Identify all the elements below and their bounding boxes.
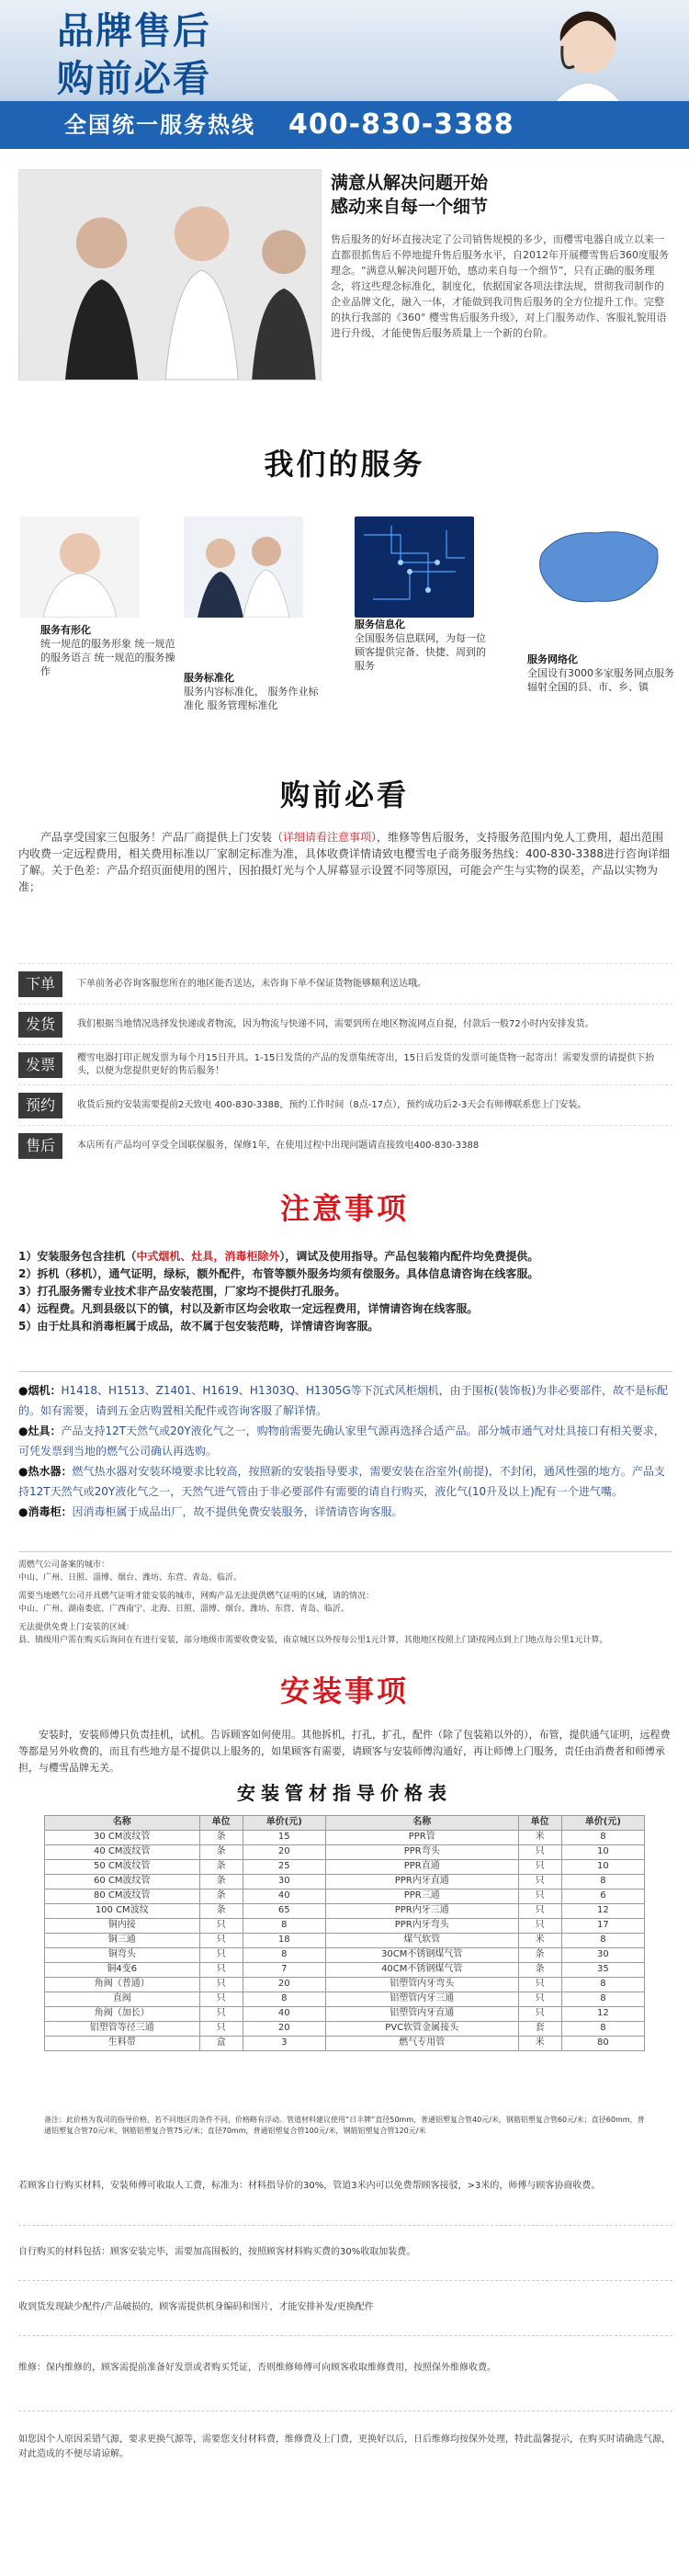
step-desc-order: 下单前务必咨询客服您所在的地区能否送达，未咨询下单不保证货物能够顺利送达哦。 bbox=[77, 978, 426, 989]
step-shipping bbox=[18, 1004, 672, 1044]
table-cell: 煤气软管 bbox=[325, 1934, 518, 1948]
service-standard-image bbox=[184, 516, 303, 618]
table-cell: 8 bbox=[561, 1978, 644, 1992]
hotline-label: 全国统一服务热线 bbox=[64, 111, 255, 138]
note-missing-parts: 收到货发现缺少配件/产品破损的，顾客需提供机身编码和图片，才能安排补发/更换配件 bbox=[18, 2302, 374, 2312]
header-banner bbox=[0, 0, 689, 149]
area-note-5: 无法提供免费上门安装的区域： bbox=[18, 1623, 135, 1632]
table-row bbox=[45, 1934, 645, 1948]
table-cell: 30 bbox=[561, 1948, 644, 1963]
table-row bbox=[45, 1948, 645, 1963]
price-table-title: 安装管材指导价格表 bbox=[237, 1782, 452, 1804]
step-desc-invoice: 樱雪电器打印正规发票为每个月15日开具。1-15日发货的产品的发票集统寄出，15日后发货的发票可能货物一起寄出！需要发票的请提供下抬头，以便为您提供更好的售后服务！ bbox=[77, 1052, 655, 1076]
table-cell: 8 bbox=[243, 1992, 325, 2007]
header-price-2: 单价(元) bbox=[561, 1816, 644, 1831]
product-text-sterilizer: 因消毒柜属于成品出厂，故不提供免费安装服务，详情请咨询客服。 bbox=[72, 1505, 403, 1518]
note-sep-3 bbox=[18, 2335, 672, 2336]
table-cell: 只 bbox=[518, 2007, 561, 2022]
price-table-body bbox=[45, 1831, 645, 2051]
table-cell: 80 bbox=[561, 2037, 644, 2051]
table-cell: PPR内牙三通 bbox=[325, 1904, 518, 1919]
table-cell: 只 bbox=[199, 1919, 243, 1934]
table-cell: 8 bbox=[561, 1831, 644, 1845]
step-tag-invoice: 发票 bbox=[18, 1052, 62, 1078]
table-row bbox=[45, 2037, 645, 2051]
table-cell: 40 CM波纹管 bbox=[45, 1845, 200, 1860]
price-table bbox=[44, 1815, 645, 2051]
table-row bbox=[45, 1992, 645, 2007]
table-cell: 7 bbox=[243, 1963, 325, 1978]
table-row bbox=[45, 1889, 645, 1904]
table-cell: 铜弯头 bbox=[45, 1948, 200, 1963]
note-gas-source: 如您因个人原因采错气源，要求更换气源等，需要您支付材料费，维修费及上门费，更换好以后，日后维修均按保外处理，特此温馨提示，在购买时请确选气源，对此造成的不便尽请谅解。 bbox=[18, 2434, 671, 2459]
service-title-3: 服务信息化 bbox=[355, 618, 405, 630]
table-cell: 条 bbox=[199, 1845, 243, 1860]
service-team-photo bbox=[18, 169, 322, 380]
intro-headline-line2: 感动来自每一个细节 bbox=[331, 197, 489, 217]
notice-divider bbox=[18, 1371, 672, 1372]
intro-headline bbox=[331, 171, 488, 219]
hotline-bar bbox=[0, 101, 689, 149]
service-caption-4 bbox=[527, 653, 674, 694]
table-cell: 只 bbox=[199, 1948, 243, 1963]
table-cell: 20 bbox=[243, 1845, 325, 1860]
step-aftersale bbox=[18, 1125, 672, 1165]
table-row bbox=[45, 1919, 645, 1934]
step-tag-order: 下单 bbox=[18, 971, 62, 997]
area-note-4: 中山、广州、湖南娄底、广西南宁、北海、日照、淄博、烟台、潍坊、东营、青岛、临沂。 bbox=[18, 1605, 350, 1614]
table-cell: 12 bbox=[561, 1904, 644, 1919]
table-cell: 生料带 bbox=[45, 2037, 200, 2051]
table-cell: 米 bbox=[518, 1831, 561, 1845]
install-intro: 安装时，安装师傅只负责挂机，试机。告诉顾客如何使用。其他拆机，打孔，扩孔，配件（除了包装箱以外的），布管，提供通气证明，远程费等都是另外收费的，而且有些地方是不提供以上服务的，如果顾客有需要，请顾客与安装师傅沟通好，再让师傅上门服务，责任由消费者和师傅承担，与樱雪品牌无关。 bbox=[18, 1729, 671, 1774]
intro-section bbox=[0, 149, 689, 425]
table-cell: PPR内牙弯头 bbox=[325, 1919, 518, 1934]
table-cell: 只 bbox=[199, 1963, 243, 1978]
product-label-sterilizer: ●消毒柜： bbox=[18, 1505, 73, 1518]
table-cell: 只 bbox=[518, 1875, 561, 1889]
table-cell: 只 bbox=[518, 1845, 561, 1860]
table-cell: 10 bbox=[561, 1860, 644, 1875]
product-label-stove: ●灶具： bbox=[18, 1424, 62, 1437]
table-cell: 65 bbox=[243, 1904, 325, 1919]
area-note-3: 需要当地燃气公司开具燃气证明才能安装的城市，网购产品无法提供燃气证明的区域，请的情况： bbox=[18, 1592, 375, 1601]
step-desc-shipping: 我们根据当地情况选择发快递或者物流，因为物流与快递不同，需要到所在地区物流网点自提，付款后一般72小时内安排发货。 bbox=[77, 1018, 594, 1029]
table-cell: 铝塑管内牙直通 bbox=[325, 2007, 518, 2022]
step-tag-appointment: 预约 bbox=[18, 1093, 62, 1118]
table-cell: 40CM不锈钢煤气管 bbox=[325, 1963, 518, 1978]
table-cell: 条 bbox=[199, 1875, 243, 1889]
table-row bbox=[45, 1875, 645, 1889]
bottom-notes bbox=[0, 2157, 689, 2576]
table-cell: 条 bbox=[199, 1831, 243, 1845]
product-text-stove: 产品支持12T天然气或20Y液化气之一，购物前需要先确认家里气源再选择合适产品。部分城市通气对灶具接口有相关要求，可凭发票到当地的燃气公司确认再选购。 bbox=[18, 1424, 665, 1458]
table-cell: 铜4变6 bbox=[45, 1963, 200, 1978]
service-title-4: 服务网络化 bbox=[527, 653, 578, 665]
banner-title-line1: 品牌售后 bbox=[57, 10, 211, 52]
service-caption-1 bbox=[40, 623, 178, 678]
table-cell: 只 bbox=[518, 1919, 561, 1934]
product-note-heater bbox=[18, 1461, 672, 1502]
table-cell: PVC软管金属接头 bbox=[325, 2022, 518, 2037]
notice-rules bbox=[18, 1248, 672, 1335]
table-row bbox=[45, 2007, 645, 2022]
table-cell: PPR内牙直通 bbox=[325, 1875, 518, 1889]
rule-2: 2）拆机（移机），通气证明，绿标，额外配件，布管等额外服务均须有偿服务。具体信息请咨询在线客服。 bbox=[18, 1267, 539, 1280]
step-tag-aftersale: 售后 bbox=[18, 1133, 62, 1159]
table-cell: 17 bbox=[561, 1919, 644, 1934]
table-cell: 30 bbox=[243, 1875, 325, 1889]
table-row bbox=[45, 1860, 645, 1875]
service-title-2: 服务标准化 bbox=[184, 672, 234, 684]
table-cell: 条 bbox=[199, 1904, 243, 1919]
note-sep-2 bbox=[18, 2280, 672, 2281]
services-title: 我们的服务 bbox=[264, 447, 425, 482]
table-cell: 10 bbox=[561, 1845, 644, 1860]
table-cell: 15 bbox=[243, 1831, 325, 1845]
step-invoice bbox=[18, 1044, 672, 1084]
prebuy-intro-a: 产品享受国家三包服务！产品厂商提供上门安装（ bbox=[40, 831, 284, 844]
table-cell: 只 bbox=[518, 1889, 561, 1904]
table-cell: 80 CM波纹管 bbox=[45, 1889, 200, 1904]
table-cell: 30 CM波纹管 bbox=[45, 1831, 200, 1845]
table-cell: 铝塑管等径三通 bbox=[45, 2022, 200, 2037]
table-cell: 角阀（普通） bbox=[45, 1978, 200, 1992]
table-cell: 30CM不锈钢煤气管 bbox=[325, 1948, 518, 1963]
table-row bbox=[45, 1904, 645, 1919]
table-cell: 条 bbox=[518, 1963, 561, 1978]
product-text-heater: 燃气热水器对安装环境要求比较高，按照新的安装指导要求，需要安装在浴室外(前提)，不封闭，通风性强的地方。产品支持12T天然气或20Y液化气之一，天然气进气管由于非必要部件有需要的请自行购买，液化气(10升及以上)配有一个进气嘴。 bbox=[18, 1465, 665, 1498]
step-order bbox=[18, 963, 672, 1004]
price-table-note: 备注：此价格为我司的指导价格，若不同地区的条件不同，价格略有浮动。管道材料建议使用“日丰牌”直径50mm，普通铝塑复合管40元/米，钢筋铝塑复合管60元/米；直径60mm，普通铝塑复合管70元/米，钢筋铝塑复合管75元/米；直径70mm，普通铝塑复合管100元/米，钢筋铝塑复合管120元/米 bbox=[44, 2116, 645, 2135]
note-sep-1 bbox=[18, 2225, 672, 2226]
table-cell: PPR直通 bbox=[325, 1860, 518, 1875]
product-note-hood bbox=[18, 1380, 672, 1421]
note-repair: 维修：保内维修的，顾客需提前准备好发票或者购买凭证，否则维修师傅可向顾客收取维修费用，按照保外维修收费。 bbox=[18, 2363, 496, 2373]
table-cell: 25 bbox=[243, 1860, 325, 1875]
step-tag-shipping: 发货 bbox=[18, 1012, 62, 1038]
service-visible-image bbox=[20, 516, 140, 618]
area-note-1: 需燃气公司备案的城市： bbox=[18, 1560, 110, 1570]
table-cell: 铝塑管内牙三通 bbox=[325, 1992, 518, 2007]
table-cell: 8 bbox=[561, 1934, 644, 1948]
prebuy-section bbox=[0, 765, 689, 1169]
product-text-hood: H1418、H1513、Z1401、H1619、H1303Q、H1305G等下沉式风柜烟机，由于围板(装饰板)为非必要部件，故不是标配的。如有需要，请到五金店购置相关配件或咨询客服了解详情。 bbox=[18, 1384, 669, 1417]
table-cell: 直阀 bbox=[45, 1992, 200, 2007]
install-section bbox=[0, 1661, 689, 2157]
service-text-4: 全国设有3000多家服务网点服务辐射全国的县、市、乡、镇 bbox=[527, 667, 674, 693]
service-info-image bbox=[355, 516, 474, 618]
intro-headline-line1: 满意从解决问题开始 bbox=[331, 173, 489, 193]
note-own-materials: 若顾客自行购买材料，安装师傅可收取人工费，标准为：材料指导价的30%，管道3米内可以免费帮顾客接驳，>3米的，师傅与顾客协商收费。 bbox=[18, 2181, 601, 2191]
service-caption-2 bbox=[184, 671, 322, 712]
table-row bbox=[45, 1978, 645, 1992]
banner-title-line2: 购前必看 bbox=[57, 58, 211, 100]
table-cell: 盒 bbox=[199, 2037, 243, 2051]
service-text-3: 全国服务信息联网，为每一位顾客提供完备、快捷、周到的服务 bbox=[355, 632, 486, 672]
prebuy-intro bbox=[18, 829, 672, 895]
header-name: 名称 bbox=[45, 1816, 200, 1831]
area-note-2: 中山、广州、日照、淄博、烟台、潍坊、东营、青岛、临沂。 bbox=[18, 1573, 243, 1583]
rule-4: 4）远程费。凡到县级以下的镇，村以及新市区均会收取一定远程费用，详情请咨询在线客服。 bbox=[18, 1302, 479, 1315]
product-label-hood: ●烟机： bbox=[18, 1384, 62, 1397]
intro-body: 售后服务的好坏直接决定了公司销售规模的多少，而樱雪电器自成立以来一直都很抓售后不停地提升售后服务水平，自2012年开展樱雪售后360度服务理念。“满意从解决问题开始，感动来自每一个细节”，只有正确的服务理念，将这些理念标准化，制度化，依据国家各项法律法规，贯彻我司制作的企业品牌文化，融入一体，才能做到我司售后服务的全方位提升工作。完整的执行我部的《360° 樱雪售后服务升级》，对上门服务动作、客服礼貌用语进行升级，才能使售后服务质量上一个新的台阶。 bbox=[331, 233, 669, 339]
prebuy-intro-b: ），维修等售后服务，支持服务范围内免人工费用，超出范围内收费一定远程费用，相关费用标准以厂家制定标准为准，具体收费详情请致电樱雪电子商务服务热线：400-830-3388进行咨询详细了解。关于色差：产品介绍页面使用的图片，因拍摄灯光与个人屏幕显示设置不同等原因，可能会产生与实物的误差，产品以实物为准； bbox=[18, 831, 671, 893]
table-cell: 只 bbox=[199, 1978, 243, 1992]
table-cell: 只 bbox=[518, 1978, 561, 1992]
table-cell: 3 bbox=[243, 2037, 325, 2051]
table-cell: 条 bbox=[199, 1860, 243, 1875]
banner-title bbox=[57, 7, 211, 103]
rule-1-red: 中式烟机、灶具，消毒柜除外 bbox=[136, 1250, 280, 1263]
install-title: 安装事项 bbox=[279, 1674, 409, 1708]
step-desc-aftersale: 本店所有产品均可享受全国联保服务，保修1年，在使用过程中出现问题请直接致电400-830-3388 bbox=[77, 1140, 480, 1151]
product-note-stove bbox=[18, 1421, 672, 1461]
prebuy-title: 购前必看 bbox=[279, 777, 409, 812]
table-cell: 铜内接 bbox=[45, 1919, 200, 1934]
area-notes bbox=[18, 1559, 672, 1647]
table-cell: PPR三通 bbox=[325, 1889, 518, 1904]
product-label-heater: ●热水器： bbox=[18, 1465, 73, 1478]
product-notes bbox=[18, 1380, 672, 1522]
table-cell: 8 bbox=[561, 1992, 644, 2007]
table-cell: 只 bbox=[199, 2022, 243, 2037]
header-unit: 单位 bbox=[199, 1816, 243, 1831]
table-cell: 18 bbox=[243, 1934, 325, 1948]
product-note-sterilizer bbox=[18, 1502, 672, 1522]
table-cell: 40 bbox=[243, 1889, 325, 1904]
header-unit-2: 单位 bbox=[518, 1816, 561, 1831]
table-cell: 50 CM波纹管 bbox=[45, 1860, 200, 1875]
price-table-header bbox=[45, 1816, 645, 1831]
table-cell: PPR弯头 bbox=[325, 1845, 518, 1860]
table-cell: 条 bbox=[518, 1948, 561, 1963]
table-cell: 20 bbox=[243, 2022, 325, 2037]
service-text-1: 统一规范的服务形象 统一规范的服务语言 统一规范的服务操作 bbox=[40, 638, 175, 677]
table-cell: 角阀（加长） bbox=[45, 2007, 200, 2022]
prebuy-intro-link[interactable]: 详细请看注意事项 bbox=[283, 831, 372, 844]
rule-5: 5）由于灶具和消毒柜属于成品，故不属于包安装范畴，详情请咨询客服。 bbox=[18, 1320, 379, 1333]
service-caption-3 bbox=[355, 618, 492, 673]
table-row bbox=[45, 1831, 645, 1845]
table-row bbox=[45, 1963, 645, 1978]
table-cell: 只 bbox=[518, 1860, 561, 1875]
notice-title: 注意事项 bbox=[279, 1191, 409, 1226]
table-cell: 套 bbox=[518, 2022, 561, 2037]
table-cell: 只 bbox=[518, 1904, 561, 1919]
table-cell: 米 bbox=[518, 2037, 561, 2051]
table-cell: 条 bbox=[199, 1889, 243, 1904]
notice-divider-2 bbox=[18, 1551, 672, 1552]
service-network-map bbox=[524, 516, 671, 618]
table-cell: 铜三通 bbox=[45, 1934, 200, 1948]
table-cell: 只 bbox=[518, 1992, 561, 2007]
header-name-2: 名称 bbox=[325, 1816, 518, 1831]
table-cell: 60 CM波纹管 bbox=[45, 1875, 200, 1889]
table-cell: 只 bbox=[199, 2007, 243, 2022]
table-cell: 8 bbox=[561, 1875, 644, 1889]
table-cell: 12 bbox=[561, 2007, 644, 2022]
table-cell: PPR管 bbox=[325, 1831, 518, 1845]
area-note-6: 县、镇级用户需在购买后询问在有进行安装，部分地级市需要收费安装，南京城区以外按每公里1元计算，其他地区按照上门距按网点到上门地点每公里1元计算。 bbox=[18, 1636, 608, 1645]
table-row bbox=[45, 2022, 645, 2037]
rule-3: 3）打孔服务需专业技术非产品安装范围，厂家均不提供打孔服务。 bbox=[18, 1285, 346, 1298]
table-row bbox=[45, 1845, 645, 1860]
header-price: 单价(元) bbox=[243, 1816, 325, 1831]
table-cell: 铝塑管内牙弯头 bbox=[325, 1978, 518, 1992]
rule-1 bbox=[18, 1248, 672, 1265]
table-cell: 8 bbox=[243, 1919, 325, 1934]
table-cell: 35 bbox=[561, 1963, 644, 1978]
rule-1-a: 1）安装服务包含挂机（ bbox=[18, 1250, 137, 1263]
table-cell: 40 bbox=[243, 2007, 325, 2022]
step-appointment bbox=[18, 1084, 672, 1125]
table-cell: 8 bbox=[561, 2022, 644, 2037]
table-cell: 100 CM波纹 bbox=[45, 1904, 200, 1919]
notice-section bbox=[0, 1169, 689, 1661]
service-title-1: 服务有形化 bbox=[40, 624, 91, 636]
table-cell: 米 bbox=[518, 1934, 561, 1948]
table-cell: 只 bbox=[199, 1992, 243, 2007]
table-cell: 6 bbox=[561, 1889, 644, 1904]
table-cell: 20 bbox=[243, 1978, 325, 1992]
table-cell: 燃气专用管 bbox=[325, 2037, 518, 2051]
table-cell: 只 bbox=[199, 1934, 243, 1948]
hotline-number[interactable]: 400-830-3388 bbox=[288, 108, 514, 142]
table-cell: 8 bbox=[243, 1948, 325, 1963]
rule-1-b: ），调试及使用指导。产品包装箱内配件均免费提供。 bbox=[279, 1250, 539, 1263]
services-section bbox=[0, 425, 689, 765]
service-text-2: 服务内容标准化， 服务作业标准化 服务管理标准化 bbox=[184, 686, 319, 711]
step-desc-appointment: 收货后预约安装需要提前2天致电 400-830-3388，预约工作时间（8点-17点），预约成功后2-3天会有师傅联系您上门安装。 bbox=[77, 1099, 587, 1110]
note-purchased-materials: 自行购买的材料包括：顾客安装完毕，需要加高围板的，按照顾客材料购买费的30%收取加装费。 bbox=[18, 2247, 416, 2257]
